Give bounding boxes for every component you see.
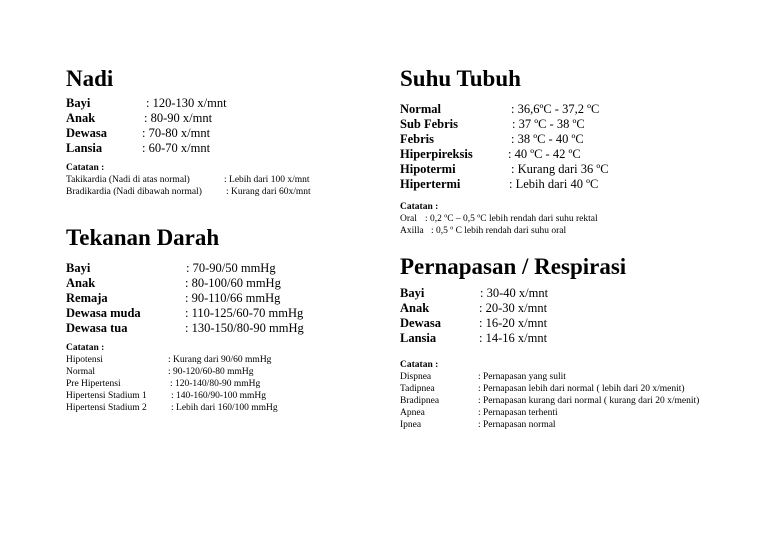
tekanan-row (66, 321, 366, 336)
row-value: : 70-80 x/mnt (142, 126, 211, 140)
row-label: Sub Febris (400, 117, 459, 131)
suhu-note (400, 213, 710, 225)
row-label: Anak (66, 111, 96, 125)
row-value: : 40 ºC - 42 ºC (508, 147, 581, 161)
nadi-row (66, 96, 366, 111)
row-label: Bayi (400, 286, 425, 300)
tekanan-row (66, 306, 366, 321)
suhu-catatan: Catatan : (400, 202, 439, 212)
note-value: : 120-140/80-90 mmHg (170, 379, 261, 389)
note-value: : 90-120/60-80 mmHg (168, 367, 254, 377)
note-label: Bradikardia (Nadi dibawah normal) (66, 187, 202, 197)
nadi-row (66, 141, 366, 156)
note-value: : Pernapasan kurang dari normal ( kurang dari 20 x/menit) (478, 396, 700, 406)
row-label: Dewasa muda (66, 306, 141, 320)
note-label: Oral (400, 214, 417, 224)
nadi-catatan: Catatan : (66, 163, 105, 173)
row-value: : 80-90 x/mnt (144, 111, 213, 125)
row-label: Dewasa tua (66, 321, 128, 335)
tekanan-row (66, 291, 366, 306)
nadi-section (66, 66, 366, 198)
nadi-note (66, 174, 366, 186)
note-label: Takikardia (Nadi di atas normal) (66, 175, 190, 185)
row-value: : 120-130 x/mnt (146, 96, 227, 110)
row-value: : 36,6ºC - 37,2 ºC (511, 102, 600, 116)
suhu-section (400, 66, 710, 237)
pernapasan-note (400, 371, 710, 383)
row-label: Hipertermi (400, 177, 461, 191)
row-label: Normal (400, 102, 441, 116)
row-value: : Kurang dari 36 ºC (511, 162, 609, 176)
row-label: Remaja (66, 291, 108, 305)
row-label: Dewasa (66, 126, 107, 140)
pernapasan-row (400, 286, 710, 301)
note-label: Ipnea (400, 420, 422, 430)
tekanan-row (66, 276, 366, 291)
pernapasan-row (400, 301, 710, 316)
row-value: : 80-100/60 mmHg (185, 276, 281, 290)
pernapasan-row (400, 316, 710, 331)
row-label: Lansia (400, 331, 437, 345)
suhu-row (400, 117, 710, 132)
note-label: Hipertensi Stadium 2 (66, 403, 147, 413)
row-label: Anak (66, 276, 96, 290)
right-column (400, 66, 710, 431)
row-value: : 90-110/66 mmHg (185, 291, 281, 305)
pernapasan-note (400, 395, 710, 407)
row-value: : 16-20 x/mnt (479, 316, 548, 330)
note-value: : Pernapasan yang sulit (478, 372, 566, 382)
note-value: : 140-160/90-100 mmHg (171, 391, 266, 401)
row-value: : Lebih dari 40 ºC (509, 177, 599, 191)
tekanan-catatan: Catatan : (66, 343, 105, 353)
note-value: : Kurang dari 90/60 mmHg (168, 355, 272, 365)
row-value: : 70-90/50 mmHg (186, 261, 276, 275)
tekanan-section (66, 225, 366, 414)
note-value: : Kurang dari 60x/mnt (226, 187, 311, 197)
row-value: : 130-150/80-90 mmHg (185, 321, 304, 335)
note-label: Tadipnea (400, 384, 435, 394)
note-label: Apnea (400, 408, 425, 418)
row-label: Febris (400, 132, 435, 146)
note-label: Bradipnea (400, 396, 440, 406)
row-value: : 38 ºC - 40 ºC (511, 132, 584, 146)
note-label: Pre Hipertensi (66, 379, 121, 389)
tekanan-note (66, 366, 366, 378)
suhu-row (400, 177, 710, 192)
pernapasan-row (400, 331, 710, 346)
nadi-title: Nadi (66, 66, 114, 91)
pernapasan-section (400, 254, 710, 431)
pernapasan-title: Pernapasan / Respirasi (400, 254, 627, 279)
left-column (66, 66, 366, 414)
suhu-row (400, 147, 710, 162)
tekanan-note (66, 378, 366, 390)
tekanan-note (66, 354, 366, 366)
suhu-row (400, 102, 710, 117)
note-value: : 0,5 º C lebih rendah dari suhu oral (431, 226, 567, 236)
row-value: : 30-40 x/mnt (480, 286, 549, 300)
pernapasan-note (400, 407, 710, 419)
tekanan-title: Tekanan Darah (66, 225, 220, 250)
row-label: Lansia (66, 141, 103, 155)
note-value: : 0,2 ºC – 0,5 ºC lebih rendah dari suhu rektal (425, 214, 598, 224)
suhu-row (400, 132, 710, 147)
pernapasan-catatan: Catatan : (400, 360, 439, 370)
nadi-note (66, 186, 366, 198)
note-value: : Lebih dari 160/100 mmHg (171, 403, 278, 413)
row-value: : 110-125/60-70 mmHg (185, 306, 304, 320)
note-label: Hipotensi (66, 355, 103, 365)
note-value: : Pernapasan lebih dari normal ( lebih dari 20 x/menit) (478, 384, 685, 394)
note-label: Normal (66, 367, 96, 377)
suhu-row (400, 162, 710, 177)
suhu-title: Suhu Tubuh (400, 66, 521, 91)
tekanan-row (66, 261, 366, 276)
tekanan-note (66, 402, 366, 414)
row-value: : 60-70 x/mnt (142, 141, 211, 155)
nadi-row (66, 111, 366, 126)
row-label: Hiperpireksis (400, 147, 473, 161)
pernapasan-note (400, 419, 710, 431)
note-label: Axilla (400, 226, 424, 236)
row-value: : 14-16 x/mnt (479, 331, 548, 345)
note-label: Hipertensi Stadium 1 (66, 391, 147, 401)
tekanan-note (66, 390, 366, 402)
row-value: : 37 ºC - 38 ºC (512, 117, 585, 131)
row-label: Hipotermi (400, 162, 456, 176)
note-value: : Lebih dari 100 x/mnt (224, 175, 310, 185)
suhu-note (400, 225, 710, 237)
nadi-row (66, 126, 366, 141)
row-label: Dewasa (400, 316, 441, 330)
pernapasan-note (400, 383, 710, 395)
row-label: Anak (400, 301, 430, 315)
row-label: Bayi (66, 261, 91, 275)
note-label: Dispnea (400, 372, 432, 382)
row-label: Bayi (66, 96, 91, 110)
note-value: : Pernapasan normal (478, 420, 556, 430)
note-value: : Pernapasan terhenti (478, 408, 558, 418)
row-value: : 20-30 x/mnt (479, 301, 548, 315)
